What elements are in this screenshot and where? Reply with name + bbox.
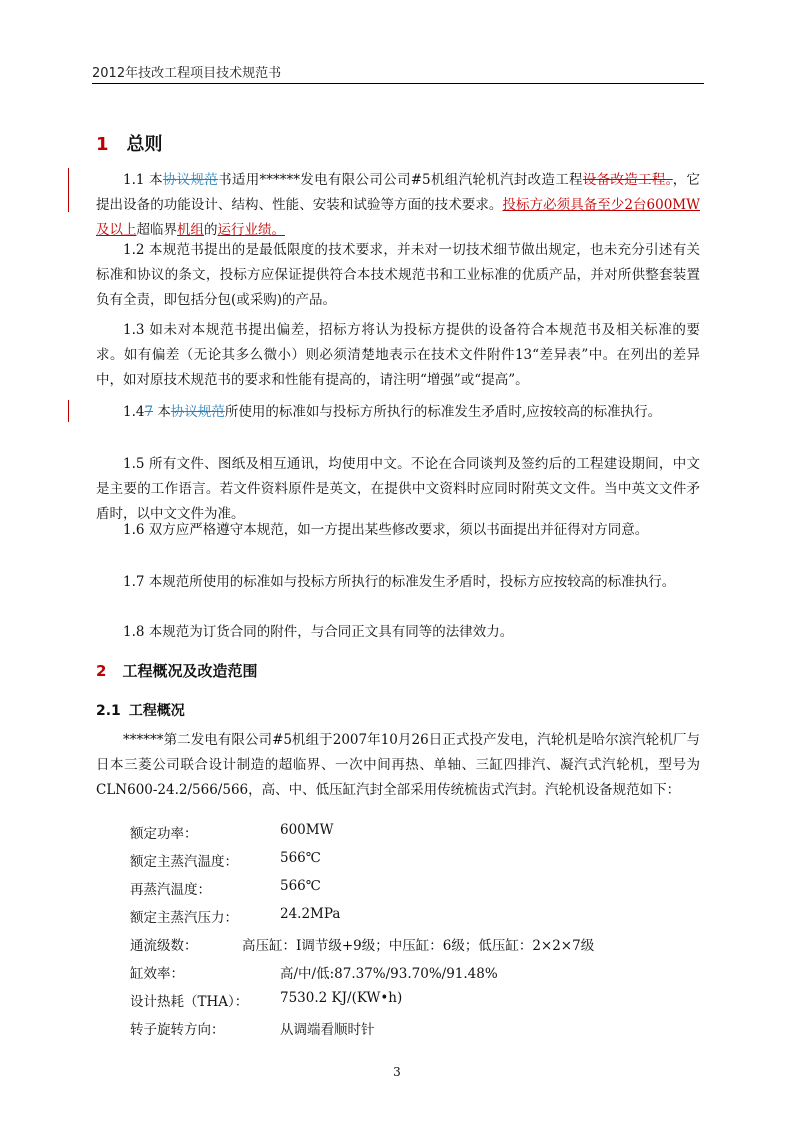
spec-value: 566℃: [280, 850, 321, 866]
section-title: 总则: [126, 134, 163, 155]
spec-row: [130, 990, 700, 1018]
revision-inserted-text: 运行业绩。: [217, 222, 285, 238]
text-run: 书适用******发电有限公司公司#5机组汽轮机汽封改造工程: [218, 172, 583, 188]
paragraph-1-2: 1.2 本规范书提出的是最低限度的技术要求，并未对一切技术细节做出规定，也未充分引述有关标准和协议的条文，投标方应保证提供符合本技术规范书和工业标准的优质产品，并对所供整套装置负有全责，即包括分包(或采购)的产品。: [96, 242, 700, 308]
text-run: ，它提出设备的功能设计、结构、性能、安装和试验等方面的技术要求。: [96, 172, 701, 213]
spec-label: 缸效率：: [130, 966, 184, 982]
revision-inserted-text: 机组: [177, 222, 204, 238]
page-number: 3: [393, 1065, 401, 1079]
spec-row: [130, 878, 700, 906]
section-title: 工程概况: [128, 703, 185, 719]
spec-row: [130, 1018, 700, 1046]
spec-label: 设计热耗（THA）：: [130, 994, 249, 1010]
spec-value: 从调端看顺时针: [280, 1022, 375, 1038]
paragraph-1-4: [96, 400, 700, 425]
spec-row: [130, 850, 700, 878]
paragraph-1-5: 1.5 所有文件、图纸及相互通讯，均使用中文。不论在合同谈判及签约后的工程建设期间，中文是主要的工作语言。若文件资料原件是英文，在提供中文资料时应同时附英文文件。当中英文文件矛盾时，以中文文件为准。: [96, 456, 700, 522]
revision-inserted-text: 7: [144, 404, 154, 420]
revision-deleted-text: 设备改造工程。: [582, 172, 673, 188]
section-2-1-heading: [96, 700, 185, 720]
spec-value: 7530.2 KJ/(KW•h): [280, 990, 403, 1006]
paragraph-1-7: 1.7 本规范所使用的标准如与投标方所执行的标准发生矛盾时，投标方应按较高的标准执行。: [123, 574, 676, 590]
text-run: 本: [153, 404, 171, 420]
section-number: 1: [96, 134, 109, 155]
spec-row: [130, 822, 700, 850]
spec-row: [130, 962, 700, 990]
paragraph-1-8: 1.8 本规范为订货合同的附件，与合同正文具有同等的法律效力。: [123, 624, 514, 640]
turbine-spec-list: [130, 822, 700, 1046]
spec-value: 高压缸：Ⅰ调节级+9级；中压缸：6级；低压缸：2×2×7级: [242, 938, 595, 954]
section-number: 2: [96, 662, 107, 680]
section-number: 2.1: [96, 703, 121, 719]
text-run: 1.1 本: [123, 172, 163, 188]
revision-deleted-text: 协议规范: [162, 172, 219, 188]
revision-inserted-text: 投标方必须具备至少2台600MW及以上: [96, 197, 700, 238]
spec-value: 600MW: [280, 822, 334, 838]
spec-value: 24.2MPa: [280, 906, 341, 922]
revision-change-bar: [68, 400, 69, 422]
paragraph-2-1: ******第二发电有限公司#5机组于2007年10月26日正式投产发电，汽轮机是哈尔滨汽轮机厂与日本三菱公司联合设计制造的超临界、一次中间再热、单轴、三缸四排汽、凝汽式汽轮机，型号为CLN600-24.2/566/566，高、中、低压缸汽封全部采用传统梳齿式汽封。汽轮机设备规范如下：: [96, 732, 700, 798]
spec-row: [130, 906, 700, 934]
paragraph-1-6: 1.6 双方应严格遵守本规范，如一方提出某些修改要求，须以书面提出并征得对方同意。: [123, 522, 649, 538]
paragraph-1-1: [96, 168, 700, 243]
spec-label: 再蒸汽温度：: [130, 882, 211, 898]
section-title: 工程概况及改造范围: [122, 662, 258, 680]
revision-deleted-text: 协议规范: [170, 404, 225, 420]
spec-value: 高/中/低:87.37%/93.70%/91.48%: [280, 966, 498, 982]
spec-label: 额定主蒸汽压力：: [130, 910, 238, 926]
paragraph-1-3: 1.3 如未对本规范书提出偏差，招标方将认为投标方提供的设备符合本规范书及相关标准的要求。如有偏差（无论其多么微小）则必须清楚地表示在技术文件附件13“差异表”中。在列出的差异中，如对原技术规范书的要求和性能有提高的，请注明“增强”或“提高”。: [96, 322, 700, 388]
text-run: 超临界: [136, 222, 177, 238]
text-run: 的: [204, 222, 218, 238]
spec-label: 额定功率：: [130, 826, 198, 842]
spec-row: [130, 934, 700, 962]
spec-label: 额定主蒸汽温度：: [130, 854, 238, 870]
spec-value: 566℃: [280, 878, 321, 894]
revision-change-bar: [68, 168, 69, 212]
text-run: 1.4: [123, 404, 145, 420]
section-1-heading: [96, 130, 163, 156]
section-2-heading: [96, 660, 257, 681]
spec-label: 通流级数：: [130, 938, 198, 954]
document-header: 2012年技改工程项目技术规范书: [92, 66, 282, 81]
header-divider: [92, 83, 704, 84]
text-run: 所使用的标准如与投标方所执行的标准发生矛盾时,应按较高的标准执行。: [224, 404, 662, 420]
spec-label: 转子旋转方向：: [130, 1022, 225, 1038]
